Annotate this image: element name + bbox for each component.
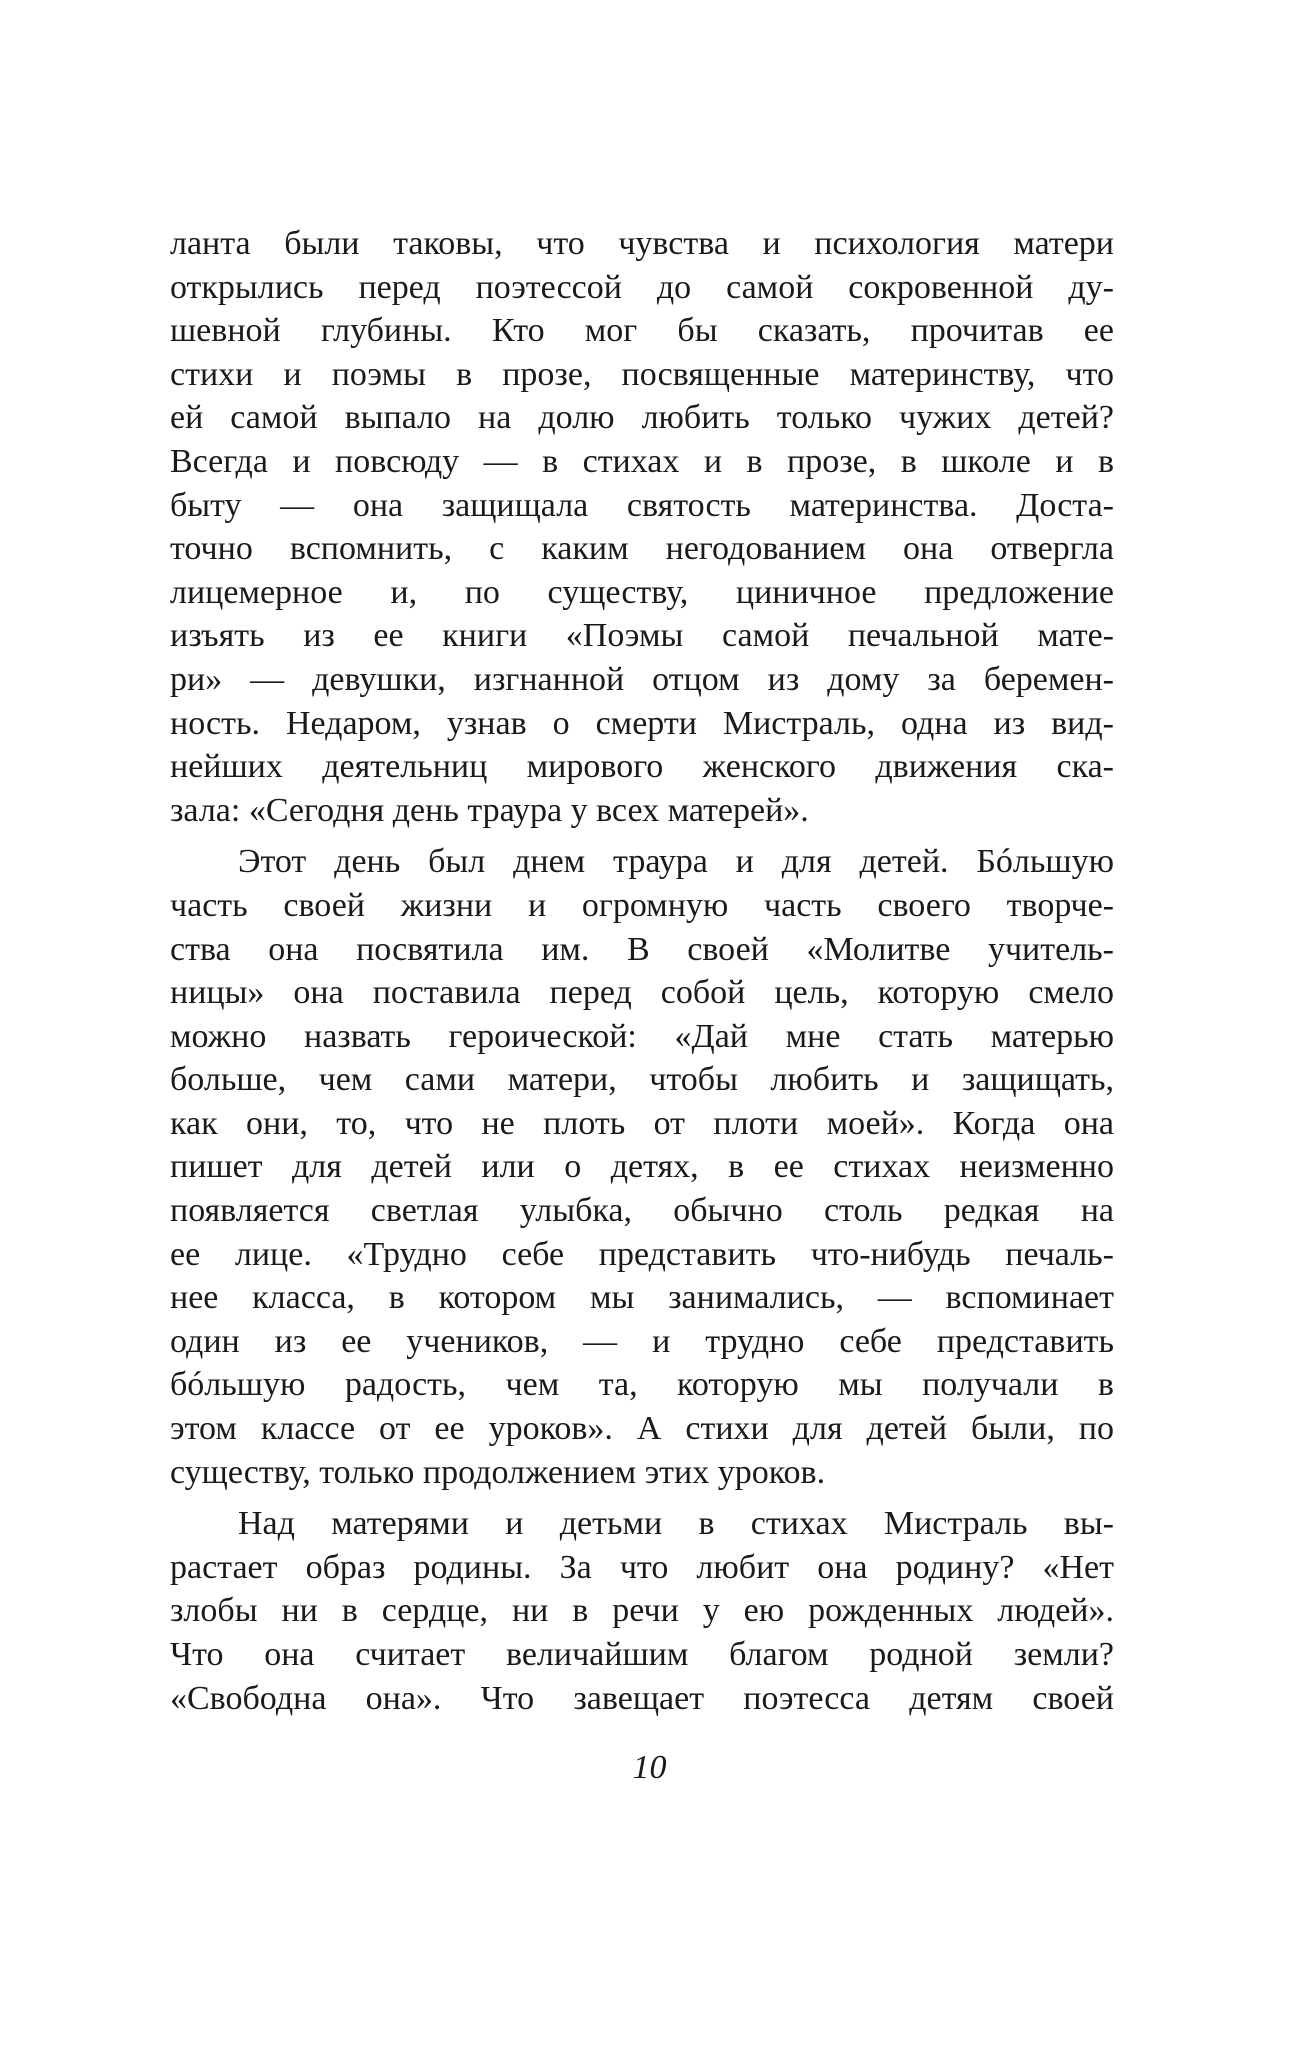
text-line: бóльшую радость, чем та, которую мы получали в bbox=[170, 1366, 1114, 1404]
text-line: ницы» она поставила перед собой цель, которую смело bbox=[170, 974, 1114, 1012]
text-line: нейших деятельниц мирового женского движения ска- bbox=[170, 748, 1114, 786]
text-line: открылись перед поэтессой до самой сокровенной ду- bbox=[170, 268, 1114, 306]
text-line: можно назвать героической: «Дай мне стать матерью bbox=[170, 1017, 1114, 1055]
text-line: один из ее учеников, — и трудно себе представить bbox=[170, 1322, 1114, 1360]
paragraph-2 bbox=[170, 840, 1114, 1494]
text-line: ность. Недаром, узнав о смерти Мистраль, одна из вид- bbox=[170, 704, 1114, 742]
page-body bbox=[170, 222, 1114, 1720]
text-line: этом классе от ее уроков». А стихи для детей были, по bbox=[170, 1410, 1114, 1448]
text-line: часть своей жизни и огромную часть своего творче- bbox=[170, 886, 1114, 924]
text-line: ланта были таковы, что чувства и психология матери bbox=[170, 225, 1114, 262]
text-line: ства она посвятила им. В своей «Молитве учитель- bbox=[170, 930, 1114, 968]
text-line: нее класса, в котором мы занимались, — вспоминает bbox=[170, 1279, 1114, 1317]
text-line: существу, только продолжением этих уроков. bbox=[170, 1453, 826, 1491]
text-line: как они, то, что не плоть от плоти моей». Когда она bbox=[170, 1104, 1114, 1142]
text-line: Всегда и повсюду — в стихах и в прозе, в школе и в bbox=[170, 442, 1114, 480]
text-line: зала: «Сегодня день траура у всех матерей». bbox=[170, 791, 809, 829]
text-line: ее лице. «Трудно себе представить что-нибудь печаль- bbox=[170, 1235, 1114, 1273]
text-line: точно вспомнить, с каким негодованием она отвергла bbox=[170, 530, 1114, 568]
page-number: 10 bbox=[632, 1749, 667, 1786]
text-line: стихи и поэмы в прозе, посвященные материнству, что bbox=[170, 355, 1114, 393]
text-line: лицемерное и, по существу, циничное предложение bbox=[170, 573, 1114, 611]
text-line: шевной глубины. Кто мог бы сказать, прочитав ее bbox=[170, 312, 1114, 350]
text-line: изъять из ее книги «Поэмы самой печальной мате- bbox=[170, 617, 1114, 655]
text-line: «Свободна она». Что завещает поэтесса детям своей bbox=[170, 1679, 1114, 1717]
text-line: Этот день был днем траура и для детей. Бóльшую bbox=[238, 843, 1114, 881]
text-line: злобы ни в сердце, ни в речи у ею рожденных людей». bbox=[170, 1592, 1114, 1630]
text-line: ей самой выпало на долю любить только чужих детей? bbox=[170, 399, 1114, 437]
text-line: больше, чем сами матери, чтобы любить и защищать, bbox=[170, 1061, 1114, 1099]
text-line: растает образ родины. За что любит она родину? «Нет bbox=[170, 1548, 1114, 1586]
text-line: ри» — девушки, изгнанной отцом из дому за беремен- bbox=[170, 660, 1114, 698]
text-line: появляется светлая улыбка, обычно столь редкая на bbox=[170, 1192, 1114, 1230]
paragraph-3 bbox=[170, 1502, 1114, 1720]
text-line: Над матерями и детьми в стихах Мистраль вы- bbox=[238, 1505, 1114, 1543]
text-line: Что она считает величайшим благом родной земли? bbox=[170, 1636, 1114, 1673]
text-line: быту — она защищала святость материнства. Доста- bbox=[170, 486, 1114, 524]
paragraph-1 bbox=[170, 222, 1114, 832]
text-line: пишет для детей или о детях, в ее стихах неизменно bbox=[170, 1148, 1114, 1186]
